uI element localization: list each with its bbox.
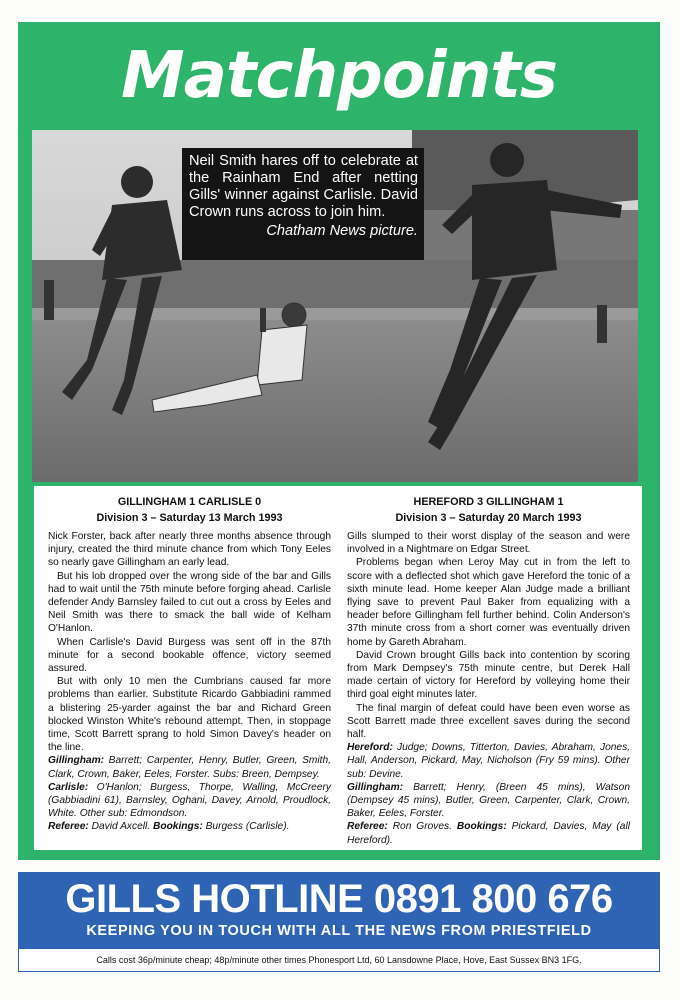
report-subhead: Division 3 – Saturday 13 March 1993 <box>96 512 283 524</box>
referee-label: Referee: <box>48 821 89 833</box>
call-rates-notice: Calls cost 36p/minute cheap; 48p/minute other times Phonesport Ltd, 60 Lansdowne Place, Hove, East Sussex BN3 1FG. <box>18 948 660 972</box>
masthead-title: Matchpoints <box>121 39 557 113</box>
referee-line <box>48 820 331 833</box>
photo-caption <box>182 148 424 260</box>
report-paragraph: Nick Forster, back after nearly three months absence through injury, created the third minute chance from which Tony Eeles so nearly gave Gillingham an early lead. <box>48 531 331 569</box>
team-label: Hereford: <box>347 742 393 754</box>
report-paragraph: The final margin of defeat could have been even worse as Scott Barrett made three excellent saves during the second half. <box>347 702 630 741</box>
referee-name: David Axcell. <box>91 821 151 833</box>
report-hereford-gillingham <box>347 496 630 844</box>
caption-text: Neil Smith hares off to celebrate at the Rainham End after netting Gills' winner against Carlisle. David Crown runs across to join him. <box>189 153 418 220</box>
bookings-label: Bookings: <box>456 821 507 833</box>
report-gillingham-carlisle <box>48 496 331 844</box>
report-subhead: Division 3 – Saturday 20 March 1993 <box>395 512 582 524</box>
team-list: Barrett; Carpenter, Henry, Butler, Green, Smith, Clark, Crown, Baker, Eeles, Forster. Subs: Breen, Dempsey. <box>48 755 331 780</box>
bookings-list: Burgess (Carlisle). <box>205 821 290 833</box>
report-headline: GILLINGHAM 1 CARLISLE 0 <box>117 496 262 508</box>
team-list: O'Hanlon; Burgess, Thorpe, Walling, McCreery (Gabbiadini 61), Barnsley, Oghani, Davey, Arnold, Proudlock, White. Other sub: Edmondson. <box>48 781 331 820</box>
report-paragraph: Problems began when Leroy May cut in from the left to score with a deflected shot which gave Hereford the tonic of a sixth minute lead. Home keeper Alan Judge made a brilliant flying save to prevent Paul Baker from equalizing with a header before Gillingham fell further behind. Colin Anderson's 37th minute cross from a short corner was eventually driven home by Gareth Abraham. <box>347 557 630 648</box>
team-line-hereford <box>347 741 630 781</box>
report-paragraph: But with only 10 men the Cumbrians caused far more problems than earlier. Substitute Ricardo Gabbiadini rammed a blistering 25-yarder against the bar and Richard Green blocked Winston White's rebound attempt. Then, in stoppage time, Scott Barrett sprang to hold Simon Davey's header on the line. <box>48 676 331 754</box>
caption-credit: Chatham News picture. <box>266 223 418 239</box>
bookings-label: Bookings: <box>152 821 203 833</box>
hotline-title: GILLS HOTLINE 0891 800 676 <box>65 877 613 921</box>
hotline-subtitle: KEEPING YOU IN TOUCH WITH ALL THE NEWS FROM PRIESTFIELD <box>86 923 592 939</box>
report-paragraph: But his lob dropped over the wrong side of the bar and Gills had to wait until the 75th minute before forging ahead. Carlisle defender Andy Barnsley failed to cut out a cross by Eeles and Neil Smith was there to smack the ball wide of Kelham O'Hanlon. <box>48 570 331 635</box>
team-line-gillingham <box>48 754 331 780</box>
team-list: Barrett; Henry, (Breen 45 mins), Watson (Dempsey 45 mins), Butler, Green, Carpenter, Clark, Crown, Baker, Eeles, Forster. <box>347 781 630 820</box>
hotline-banner <box>18 872 660 948</box>
masthead <box>18 22 660 130</box>
team-list: Judge; Downs, Titterton, Davies, Abraham, Jones, Hall, Anderson, Pickard, May, Nicholson (Fry 59 mins). Other sub: Devine. <box>347 742 630 780</box>
report-headline: HEREFORD 3 GILLINGHAM 1 <box>413 496 564 508</box>
team-label: Gillingham: <box>347 781 404 793</box>
report-paragraph: David Crown brought Gills back into contention by scoring from Mark Dempsey's 75th minute centre, but Derek Hall made certain of victory for Hereford by volleying home their third goal eight minutes later. <box>347 649 630 701</box>
referee-line <box>347 820 630 846</box>
referee-label: Referee: <box>347 821 388 833</box>
team-line-gillingham <box>347 781 630 821</box>
team-line-carlisle <box>48 781 331 821</box>
report-paragraph: Gills slumped to their worst display of the season and were involved in a Nightmare on Edgar Street. <box>347 531 630 556</box>
report-paragraph: When Carlisle's David Burgess was sent off in the 87th minute for a second bookable offence, victory seemed assured. <box>48 636 331 675</box>
referee-name: Ron Groves. <box>392 821 452 833</box>
team-label: Carlisle: <box>48 781 89 793</box>
match-reports-panel <box>32 484 644 852</box>
bookings-list: Pickard, Davies, May (all Hereford). <box>347 821 630 846</box>
match-photo <box>32 130 638 482</box>
team-label: Gillingham: <box>48 755 105 767</box>
